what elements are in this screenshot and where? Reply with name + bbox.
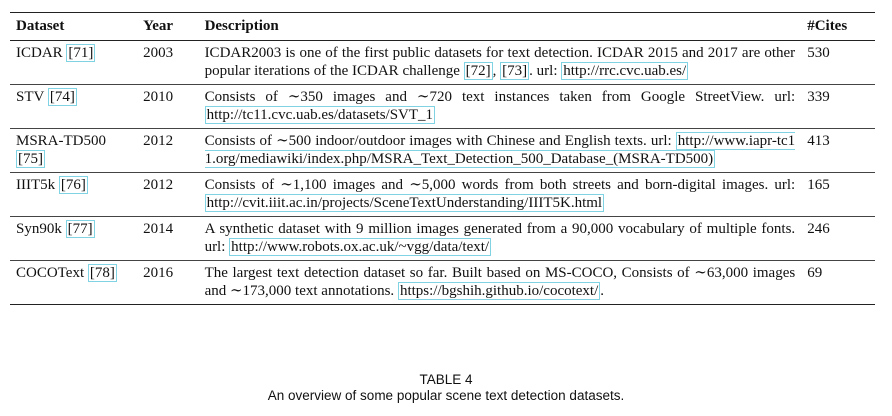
description-text: ICDAR2003 is one of the first public datasets for text detection. ICDAR 2015 and 2017 are other popular iterations of the ICDAR challenge: [204, 44, 796, 79]
dataset-name: STV: [16, 88, 45, 105]
table-row: [10, 40, 875, 84]
description-text: A synthetic dataset with 9 million images generated from a 90,000 vocabulary of multiple fonts. url:: [204, 220, 796, 255]
year-cell: 2003: [143, 44, 174, 61]
description-cell: [199, 260, 802, 304]
dataset-cell: [10, 260, 137, 304]
citation-link[interactable]: [76]: [60, 176, 86, 193]
table-row: [10, 172, 875, 216]
table-header-row: [10, 13, 875, 41]
dataset-name: IIIT5k: [16, 176, 56, 193]
dataset-cell: [10, 40, 137, 84]
dataset-name: Syn90k: [16, 220, 62, 237]
cites-cell: 165: [807, 176, 830, 193]
table-caption-label: TABLE 4: [419, 372, 473, 387]
dataset-url-link[interactable]: http://www.iapr-tc11.org/mediawiki/index.php/MSRA_Text_Detection_500_Database_(MSRA-TD500): [204, 132, 796, 167]
dataset-url-link[interactable]: http://tc11.cvc.uab.es/datasets/SVT_1: [206, 107, 434, 123]
dataset-cell: [10, 172, 137, 216]
citation-link[interactable]: [77]: [67, 220, 93, 237]
description-text: Consists of ∼500 indoor/outdoor images with Chinese and English texts. url:: [204, 132, 676, 149]
dataset-name: ICDAR: [16, 44, 63, 61]
dataset-cell: [10, 84, 137, 128]
description-cell: [199, 172, 802, 216]
description-suffix: .: [600, 283, 605, 299]
table-caption-text: An overview of some popular scene text detection datasets.: [267, 388, 625, 403]
year-cell: 2010: [143, 88, 174, 105]
description-cell: [199, 128, 802, 172]
header-description: Description: [204, 18, 279, 34]
table-row: [10, 216, 875, 260]
citation-link[interactable]: [78]: [89, 264, 115, 281]
header-year: Year: [143, 18, 174, 34]
dataset-url-link[interactable]: http://cvit.iiit.ac.in/projects/SceneTextUnderstanding/IIIT5K.html: [206, 195, 603, 211]
table-row: [10, 260, 875, 304]
datasets-table: [10, 12, 875, 305]
dataset-url-link[interactable]: http://www.robots.ox.ac.uk/~vgg/data/text/: [231, 239, 490, 255]
table-row: [10, 128, 875, 172]
dataset-cell: [10, 216, 137, 260]
citation-link[interactable]: [71]: [68, 44, 94, 61]
citation-separator: ,: [492, 63, 501, 79]
header-dataset: Dataset: [16, 18, 65, 34]
cites-cell: 413: [807, 132, 830, 149]
description-text: Consists of ∼350 images and ∼720 text instances taken from Google StreetView. url:: [204, 88, 796, 105]
dataset-name: MSRA-TD500: [16, 132, 107, 149]
description-text: Consists of ∼1,100 images and ∼5,000 words from both streets and born-digital images. url:: [204, 176, 796, 193]
url-label: . url:: [529, 63, 562, 79]
table-row: [10, 84, 875, 128]
dataset-cell: [10, 128, 137, 172]
description-cell: [199, 84, 802, 128]
citation-link[interactable]: [75]: [18, 151, 43, 167]
description-cell: [199, 216, 802, 260]
dataset-url-link[interactable]: https://bgshih.github.io/cocotext/: [399, 283, 599, 299]
cites-cell: 339: [807, 88, 830, 105]
dataset-url-link[interactable]: http://rrc.cvc.uab.es/: [563, 63, 687, 79]
header-cites: #Cites: [807, 18, 848, 34]
year-cell: 2016: [143, 264, 174, 281]
cites-cell: 530: [807, 44, 830, 61]
dataset-name: COCOText: [16, 264, 85, 281]
citation-link[interactable]: [73]: [502, 63, 528, 79]
year-cell: 2012: [143, 176, 174, 193]
description-cell: [199, 40, 802, 84]
cites-cell: 69: [807, 264, 823, 281]
citation-link[interactable]: [72]: [465, 63, 491, 79]
description-text: The largest text detection dataset so far. Built based on MS-COCO, Consists of ∼63,000 images and ∼173,000 text annotations.: [204, 264, 796, 299]
citation-link[interactable]: [74]: [49, 88, 75, 105]
year-cell: 2012: [143, 132, 174, 149]
year-cell: 2014: [143, 220, 174, 237]
cites-cell: 246: [807, 220, 830, 237]
